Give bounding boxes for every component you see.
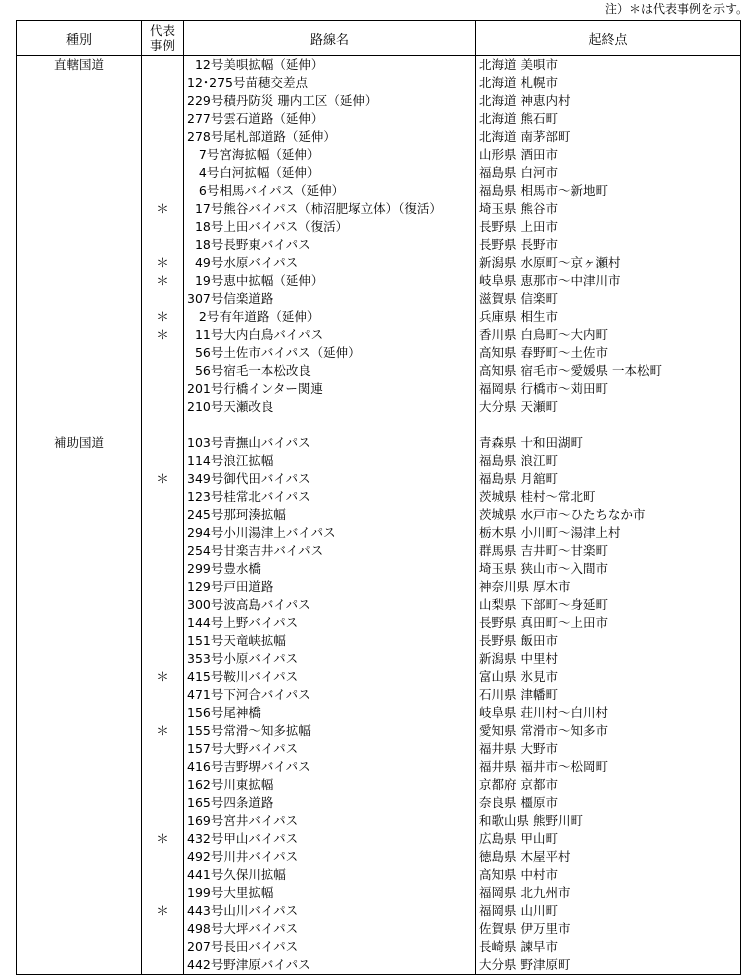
route-name: 277号雲石道路（延伸）	[187, 111, 324, 126]
representative-mark: ＊	[156, 273, 169, 288]
representative-mark	[142, 182, 183, 200]
route-name: 210号天瀬改良	[187, 399, 274, 414]
representative-mark	[142, 542, 183, 560]
origin-destination: 高知県 宿毛市～愛媛県 一本松町	[479, 363, 662, 378]
origin-destination: 福岡県 北九州市	[479, 885, 571, 900]
header-origin: 起終点	[476, 21, 741, 56]
origin-destination: 山形県 酒田市	[479, 147, 558, 162]
representative-mark	[142, 614, 183, 632]
representative-mark	[142, 794, 183, 812]
origin-destination: 福島県 相馬市～新地町	[479, 183, 608, 198]
representative-mark	[142, 578, 183, 596]
origin-destination: 北海道 南茅部町	[479, 129, 571, 144]
route-name: 49号水原バイパス	[187, 255, 299, 270]
representative-mark: ＊	[156, 471, 169, 486]
route-name: 416号吉野堺バイパス	[187, 759, 311, 774]
representative-mark	[142, 344, 183, 362]
route-name: 498号大坪バイパス	[187, 921, 299, 936]
representative-mark	[142, 290, 183, 308]
type-label: 補助国道	[53, 435, 104, 450]
route-name: 123号桂常北バイパス	[187, 489, 311, 504]
origin-destination: 埼玉県 狭山市～入間市	[479, 561, 608, 576]
route-name: 19号恵中拡幅（延伸）	[187, 273, 324, 288]
representative-mark	[142, 650, 183, 668]
type-cell	[17, 56, 142, 417]
route-name: 2号有年道路（延伸）	[187, 309, 320, 324]
representative-mark	[142, 146, 183, 164]
representative-mark	[142, 686, 183, 704]
representative-mark: ＊	[156, 723, 169, 738]
origin-destination: 長崎県 諫早市	[479, 939, 558, 954]
origin-destination: 茨城県 桂村～常北町	[479, 489, 596, 504]
route-name: 129号戸田道路	[187, 579, 274, 594]
route-name: 207号長田バイパス	[187, 939, 299, 954]
representative-mark	[142, 362, 183, 380]
route-name: 300号波高島バイパス	[187, 597, 311, 612]
origin-destination: 佐賀県 伊万里市	[479, 921, 571, 936]
origin-destination: 神奈川県 厚木市	[479, 579, 571, 594]
origin-destination: 大分県 野津原町	[479, 957, 571, 972]
route-name: 151号天竜峡拡幅	[187, 633, 286, 648]
representative-mark	[142, 560, 183, 578]
route-name: 299号豊水橋	[187, 561, 261, 576]
origin-destination: 和歌山県 熊野川町	[479, 813, 583, 828]
representative-mark	[142, 488, 183, 506]
route-name: 442号野津原バイパス	[187, 957, 311, 972]
type-cell	[17, 416, 142, 975]
representative-mark	[142, 524, 183, 542]
origin-destination: 北海道 札幌市	[479, 75, 558, 90]
origin-destination: 長野県 上田市	[479, 219, 558, 234]
origin-destination: 富山県 氷見市	[479, 669, 558, 684]
representative-mark	[142, 218, 183, 236]
route-name: 6号相馬バイパス（延伸）	[187, 183, 345, 198]
group-direct	[17, 56, 741, 417]
header-type: 種別	[17, 21, 142, 56]
origin-destination: 香川県 白鳥町～大内町	[479, 327, 608, 342]
origin-destination: 福岡県 行橋市～苅田町	[479, 381, 608, 396]
route-name: 11号大内白鳥バイパス	[187, 327, 324, 342]
representative-mark	[142, 938, 183, 956]
route-name: 443号山川バイパス	[187, 903, 299, 918]
route-name: 18号上田バイパス（復活）	[187, 219, 349, 234]
table-note: 注）＊は代表事例を示す。	[604, 2, 748, 16]
origin-destination: 奈良県 橿原市	[479, 795, 558, 810]
route-name: 245号那珂湊拡幅	[187, 507, 286, 522]
origin-destination: 新潟県 水原町～京ヶ瀬村	[479, 255, 621, 270]
origin-cell	[476, 56, 741, 417]
representative-mark	[142, 128, 183, 146]
route-name: 17号熊谷バイパス（柿沼肥塚立体）（復活）	[187, 201, 442, 216]
group-auxiliary	[17, 416, 741, 975]
representative-mark	[142, 74, 183, 92]
representative-mark	[142, 776, 183, 794]
origin-destination: 大分県 天瀬町	[479, 399, 558, 414]
representative-mark: ＊	[156, 255, 169, 270]
origin-destination: 福島県 月舘町	[479, 471, 558, 486]
route-name: 7号宮海拡幅（延伸）	[187, 147, 320, 162]
route-cell	[184, 56, 476, 417]
header-rep-line1: 代表	[149, 23, 175, 38]
route-name: 56号宿毛一本松改良	[187, 363, 311, 378]
origin-destination: 兵庫県 相生市	[479, 309, 558, 324]
route-name: 229号積丹防災 珊内工区（延伸）	[187, 93, 378, 108]
representative-mark	[142, 56, 183, 74]
origin-destination: 埼玉県 熊谷市	[479, 201, 558, 216]
route-name: 144号上野バイパス	[187, 615, 299, 630]
representative-mark	[142, 164, 183, 182]
header-row	[17, 21, 741, 56]
representative-mark: ＊	[156, 669, 169, 684]
route-name: 12･275号苗穂交差点	[187, 75, 309, 90]
origin-destination: 広島県 甲山町	[479, 831, 558, 846]
origin-destination: 長野県 真田町～上田市	[479, 615, 608, 630]
origin-destination: 新潟県 中里村	[479, 651, 558, 666]
representative-mark	[142, 866, 183, 884]
mark-cell	[142, 56, 184, 417]
route-name: 254号甘楽吉井バイパス	[187, 543, 324, 558]
route-name: 415号鞍川バイパス	[187, 669, 299, 684]
route-name: 56号土佐市バイパス（延伸）	[187, 345, 361, 360]
route-name: 471号下河合バイパス	[187, 687, 311, 702]
route-name: 169号宮井バイパス	[187, 813, 299, 828]
route-name: 155号常滑～知多拡幅	[187, 723, 311, 738]
origin-destination: 高知県 春野町～土佐市	[479, 345, 608, 360]
representative-mark	[142, 740, 183, 758]
origin-destination: 青森県 十和田湖町	[479, 435, 583, 450]
origin-destination: 福井県 大野市	[479, 741, 558, 756]
type-label: 直轄国道	[53, 57, 104, 72]
origin-destination: 愛知県 常滑市～知多市	[479, 723, 608, 738]
origin-destination: 福井県 福井市～松岡町	[479, 759, 608, 774]
representative-mark	[142, 92, 183, 110]
route-name: 165号四条道路	[187, 795, 274, 810]
origin-destination: 山梨県 下部町～身延町	[479, 597, 608, 612]
route-name: 201号行橋インター関連	[187, 381, 323, 396]
origin-destination: 滋賀県 信楽町	[479, 291, 558, 306]
origin-destination: 岐阜県 恵那市～中津川市	[479, 273, 621, 288]
representative-mark	[142, 704, 183, 722]
representative-mark: ＊	[156, 327, 169, 342]
origin-destination: 京都府 京都市	[479, 777, 558, 792]
route-name: 18号長野東バイパス	[187, 237, 311, 252]
representative-mark	[142, 110, 183, 128]
origin-destination: 岐阜県 荘川村～白川村	[479, 705, 608, 720]
origin-destination: 北海道 神恵内村	[479, 93, 571, 108]
representative-mark	[142, 920, 183, 938]
origin-destination: 長野県 長野市	[479, 237, 558, 252]
representative-mark: ＊	[156, 831, 169, 846]
origin-destination: 福島県 白河市	[479, 165, 558, 180]
mark-cell	[142, 416, 184, 975]
representative-mark	[142, 452, 183, 470]
route-name: 103号青撫山バイパス	[187, 435, 311, 450]
route-name: 432号甲山バイパス	[187, 831, 299, 846]
representative-mark	[142, 380, 183, 398]
route-name: 12号美唄拡幅（延伸）	[187, 57, 324, 72]
representative-mark	[142, 632, 183, 650]
representative-mark	[142, 812, 183, 830]
route-name: 492号川井バイパス	[187, 849, 299, 864]
header-representative	[142, 21, 184, 56]
route-name: 294号小川湯津上バイパス	[187, 525, 336, 540]
representative-mark	[142, 398, 183, 416]
origin-destination: 徳島県 木屋平村	[479, 849, 571, 864]
origin-destination: 高知県 中村市	[479, 867, 558, 882]
origin-cell	[476, 416, 741, 975]
route-name: 199号大里拡幅	[187, 885, 274, 900]
representative-mark	[142, 596, 183, 614]
header-rep-line2: 事例	[149, 38, 175, 53]
route-name: 441号久保川拡幅	[187, 867, 286, 882]
route-name: 278号尾札部道路（延伸）	[187, 129, 336, 144]
route-name: 162号川東拡幅	[187, 777, 274, 792]
origin-destination: 栃木県 小川町～湯津上村	[479, 525, 621, 540]
representative-mark	[142, 434, 183, 452]
route-name: 353号小原バイパス	[187, 651, 299, 666]
representative-mark: ＊	[156, 309, 169, 324]
origin-destination: 石川県 津幡町	[479, 687, 558, 702]
representative-mark	[142, 506, 183, 524]
origin-destination: 福島県 浪江町	[479, 453, 558, 468]
origin-destination: 北海道 美唄市	[479, 57, 558, 72]
header-route: 路線名	[184, 21, 476, 56]
route-name: 349号御代田バイパス	[187, 471, 311, 486]
representative-mark	[142, 848, 183, 866]
route-name: 114号浪江拡幅	[187, 453, 274, 468]
origin-destination: 群馬県 吉井町～甘楽町	[479, 543, 608, 558]
route-name: 156号尾神橋	[187, 705, 261, 720]
route-name: 157号大野バイパス	[187, 741, 299, 756]
origin-destination: 北海道 熊石町	[479, 111, 558, 126]
route-name: 307号信楽道路	[187, 291, 274, 306]
route-table	[16, 20, 741, 975]
route-cell	[184, 416, 476, 975]
representative-mark: ＊	[156, 903, 169, 918]
route-name: 4号白河拡幅（延伸）	[187, 165, 320, 180]
representative-mark	[142, 884, 183, 902]
representative-mark	[142, 758, 183, 776]
origin-destination: 茨城県 水戸市～ひたちなか市	[479, 507, 646, 522]
representative-mark: ＊	[156, 201, 169, 216]
origin-destination: 長野県 飯田市	[479, 633, 558, 648]
origin-destination: 福岡県 山川町	[479, 903, 558, 918]
representative-mark	[142, 956, 183, 974]
representative-mark	[142, 236, 183, 254]
